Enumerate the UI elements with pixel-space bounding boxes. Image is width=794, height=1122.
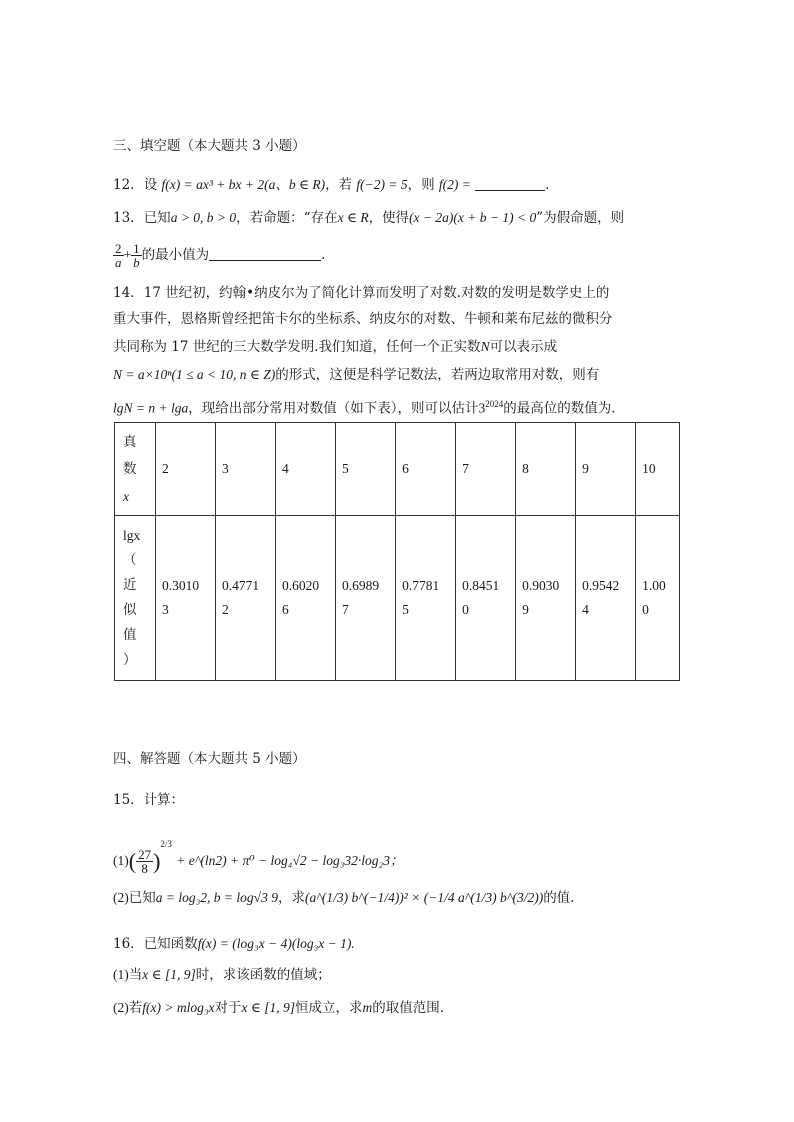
question-number: 14． [113, 285, 144, 301]
question-14-line4: N = a×10ⁿ(1 ≤ a < 10, n ∈ Z)的形式，这便是科学记数法，若两边取常用对数，则有 [113, 367, 600, 383]
table-cell: 1.00 0 [636, 516, 680, 681]
table-cell: 6 [396, 423, 456, 516]
table-cell: 3 [216, 423, 276, 516]
question-13: 13．已知a > 0, b > 0，若命题：“存在x ∈ R，使得(x − 2a)(x + b − 1) < 0”为假命题，则 [113, 210, 625, 226]
table-cell: 5 [336, 423, 396, 516]
question-13-line2: $\frac{2}{a}$ + $\frac{1}{b}$ 的最小值为 . [115, 241, 326, 270]
question-16-part2: (2)若f(x) > mlog₃x对于x ∈ [1, 9]恒成立，求m的取值范围. [113, 1000, 445, 1016]
table-cell: 0.8451 0 [456, 516, 516, 681]
condition: a = log₃2, b = log√3 9 [155, 890, 278, 905]
fraction-2-over-a: $\frac{2}{a}$ [115, 241, 122, 270]
table-cell: 0.4771 2 [216, 516, 276, 681]
answer-blank[interactable] [475, 176, 545, 191]
table-row-x [115, 423, 680, 516]
fraction-1-over-b: $\frac{1}{b}$ [133, 241, 140, 270]
table-cell: 0.6020 6 [276, 516, 336, 681]
table-cell: 0.7781 5 [396, 516, 456, 681]
expression: (a^(1/3) b^(−1/4))² × (−1/4 a^(1/3) b^(3/2)) [304, 890, 544, 905]
exponent: 2/3 [160, 839, 172, 849]
expression: + e^(ln2) + π⁰ − log₄√2 − log₃32·log₂3； [176, 853, 404, 868]
table-cell: 2 [156, 423, 216, 516]
question-14-line3: 共同称为 17 世纪的三大数学发明.我们知道，任何一个正实数N可以表示成 [113, 339, 558, 355]
table-cell: 7 [456, 423, 516, 516]
function-definition: f(x) = (log₃x − 4)(log₃x − 1). [197, 936, 355, 951]
table-cell: 0.9030 9 [516, 516, 576, 681]
table-cell: 8 [516, 423, 576, 516]
formula: f(x) = ax³ + bx + 2(a、b ∈ R) [161, 177, 326, 192]
question-15-part2: (2)已知a = log₃2, b = log√3 9，求(a^(1/3) b^(−1/4))² × (−1/4 a^(1/3) b^(3/2))的值. [113, 890, 575, 906]
table-cell: 10 [636, 423, 680, 516]
section-3-title: 三、填空题（本大题共 3 小题） [113, 138, 306, 154]
question-14-line5: lgN = n + lga，现给出部分常用对数值（如下表），则可以估计$3^{2024}$的最高位的数值为. [113, 399, 616, 417]
table-cell: 0.6989 7 [336, 516, 396, 681]
table-cell: 9 [576, 423, 636, 516]
row-header-x: 真 数 x [115, 423, 156, 516]
scientific-notation: N = a×10ⁿ(1 ≤ a < 10, n ∈ Z) [113, 367, 276, 382]
question-16: 16．已知函数f(x) = (log₃x − 4)(log₃x − 1). [113, 936, 355, 952]
answer-blank[interactable] [209, 246, 321, 261]
table-cell: 0.9542 4 [576, 516, 636, 681]
question-14-line2: 重大事件，恩格斯曾经把笛卡尔的坐标系、纳皮尔的对数、牛顿和莱布尼兹的微积分 [113, 311, 613, 327]
log-identity: lgN = n + lga [113, 400, 189, 416]
condition: f(−2) = 5 [356, 177, 408, 192]
question-number: 16． [113, 936, 144, 952]
question-14-line1: 14．17 世纪初，约翰•纳皮尔为了简化计算而发明了对数.对数的发明是数学史上的 [113, 285, 610, 301]
question-number: 15． [113, 792, 144, 808]
condition: a > 0, b > 0 [170, 210, 237, 225]
table-cell: 0.3010 3 [156, 516, 216, 681]
question-15-title: 15．计算： [113, 792, 185, 808]
log-value-table [114, 422, 680, 681]
question-number: 12． [113, 177, 144, 193]
question-12: 12．设 f(x) = ax³ + bx + 2(a、b ∈ R)，若 f(−2) = 5，则 f(2) = . [113, 177, 550, 193]
section-4-title: 四、解答题（本大题共 5 小题） [113, 751, 306, 767]
inequality: (x − 2a)(x + b − 1) < 0 [409, 210, 537, 225]
fraction-27-over-8: $\frac{27}{8}$ [138, 847, 152, 876]
question-number: 13． [113, 210, 144, 226]
table-cell: 4 [276, 423, 336, 516]
ask-expression: f(2) = [438, 177, 471, 192]
question-16-part1: (1)当x ∈ [1, 9]时，求该函数的值域； [113, 967, 331, 983]
table-row-lg [115, 516, 680, 681]
row-header-lg: lgx （ 近 似 值 ） [115, 516, 156, 681]
question-15-part1: (1)( $\frac{27}{8}$ )$^{2/3}$ + e^(ln2) + π⁰ − log₄√2 − log₃32·log₂3； [113, 839, 404, 876]
